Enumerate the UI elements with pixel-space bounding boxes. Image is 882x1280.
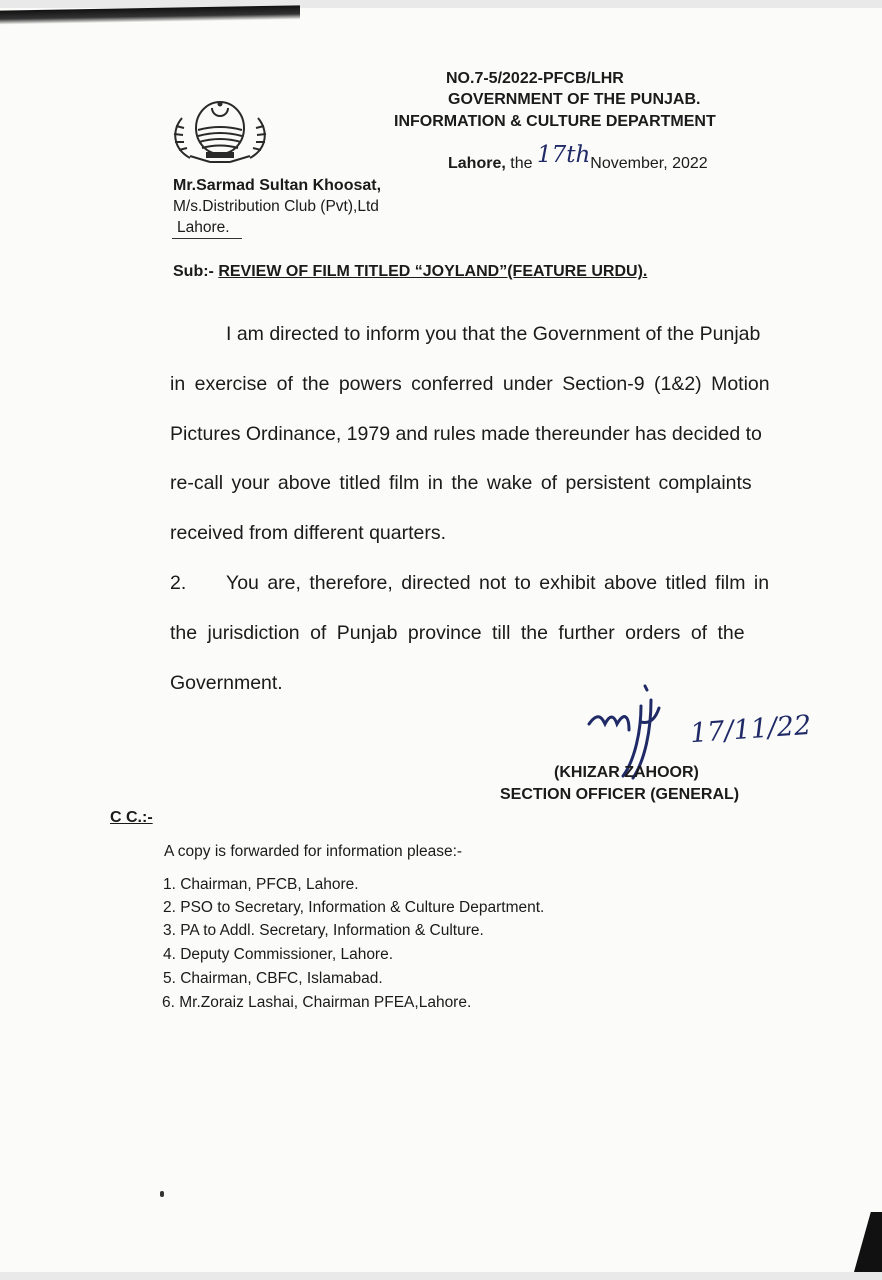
para2-line-3: Government.	[170, 672, 283, 694]
signatory-title: SECTION OFFICER (GENERAL)	[500, 786, 740, 803]
punjab-emblem-icon	[160, 90, 280, 170]
government-heading: GOVERNMENT OF THE PUNJAB.	[448, 91, 701, 108]
body-line-3: Pictures Ordinance, 1979 and rules made thereunder has decided to	[170, 423, 762, 445]
addressee-company: M/s.Distribution Club (Pvt),Ltd	[173, 198, 379, 215]
letter-page	[0, 8, 882, 1272]
subject-label: Sub:-	[173, 263, 214, 280]
cc-item-4: 4. Deputy Commissioner, Lahore.	[163, 946, 394, 963]
body-line-2: in exercise of the powers conferred under Section-9 (1&2) Motion	[170, 373, 770, 395]
cc-item-1: 1. Chairman, PFCB, Lahore.	[163, 876, 359, 893]
body-line-5: received from different quarters.	[170, 522, 447, 544]
body-line-4: re-call your above titled film in the wake of persistent complaints	[170, 472, 752, 494]
date-month-year: November, 2022	[590, 155, 708, 172]
cc-label: C C.:-	[110, 809, 153, 826]
body-line-1: I am directed to inform you that the Government of the Punjab	[226, 323, 761, 345]
cc-intro: A copy is forwarded for information please:-	[164, 843, 463, 860]
addressee-underline	[172, 238, 242, 239]
para2-line-2: the jurisdiction of Punjab province till the further orders of the	[170, 622, 745, 644]
paper-speck	[160, 1191, 164, 1197]
date-day-handwritten: 17th	[536, 142, 591, 168]
reference-number: NO.7-5/2022-PFCB/LHR	[446, 70, 624, 87]
para2-number: 2.	[170, 572, 187, 594]
cc-item-5: 5. Chairman, CBFC, Islamabad.	[163, 970, 383, 987]
addressee-city: Lahore.	[177, 219, 230, 236]
cc-item-2: 2. PSO to Secretary, Information & Culture Department.	[163, 899, 545, 916]
addressee-name: Mr.Sarmad Sultan Khoosat,	[173, 177, 382, 194]
para2-line-1: You are, therefore, directed not to exhibit above titled film in	[226, 572, 770, 594]
cc-item-3: 3. PA to Addl. Secretary, Information & Culture.	[163, 922, 484, 939]
cc-item-6: 6. Mr.Zoraiz Lashai, Chairman PFEA,Lahore.	[162, 994, 472, 1011]
date-the: the	[510, 155, 533, 172]
signatory-name: (KHIZAR ZAHOOR)	[554, 764, 699, 781]
subject-line	[173, 263, 647, 281]
date-place: Lahore,	[448, 155, 506, 172]
date-line	[448, 142, 708, 174]
department-heading: INFORMATION & CULTURE DEPARTMENT	[394, 113, 716, 130]
subject-text: REVIEW OF FILM TITLED “JOYLAND”(FEATURE URDU).	[218, 263, 648, 280]
signature-date: 17/11/22	[689, 709, 813, 750]
